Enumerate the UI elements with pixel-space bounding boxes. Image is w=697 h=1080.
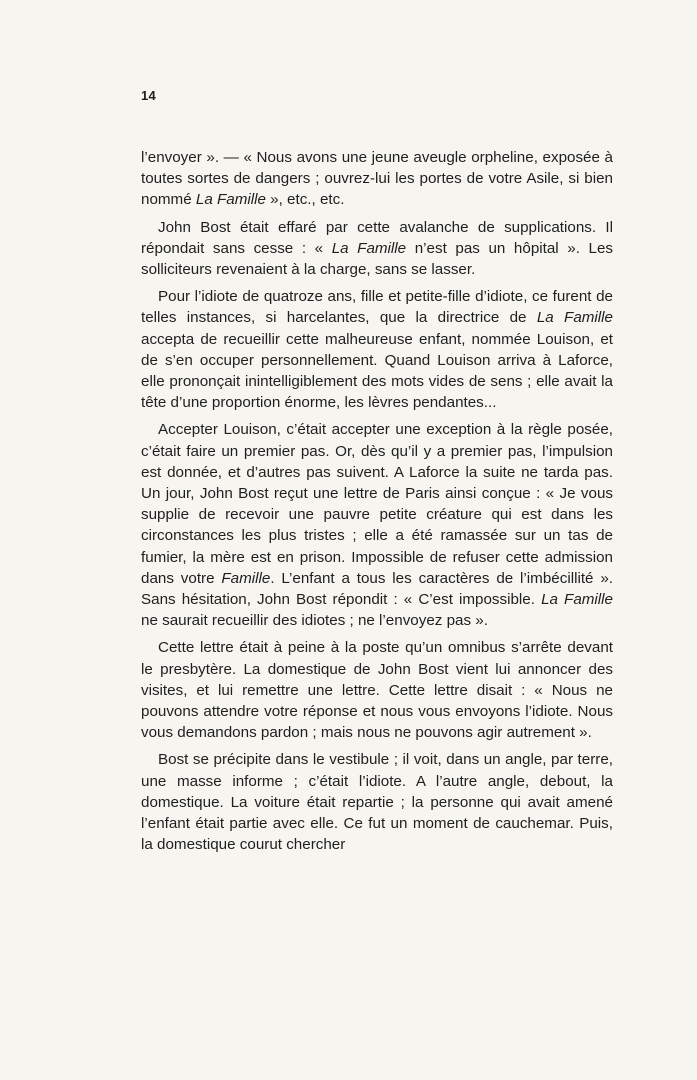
italic-text: La Famille: [331, 239, 407, 257]
text-segment: ne saurait recueillir des idiotes ; ne l’envoyez pas ».: [141, 612, 488, 630]
italic-text: La Famille: [536, 309, 613, 327]
italic-text: La Famille: [541, 591, 613, 609]
text-segment: John Bost était effaré par cette avalanche de supplications. Il répondait sans cesse : «: [141, 218, 613, 257]
paragraph: [141, 147, 613, 211]
text-segment: n’est pas un hôpital ». Les solliciteurs revenaient à la charge, sans se lasser.: [141, 239, 614, 279]
body-text: [141, 147, 613, 856]
text-segment: Cette lettre était à peine à la poste qu’un omnibus s’arrête devant le presbytère. La domestique de John Bost vient lui annoncer des visites, et lui remettre une lettre. Cette lettre disait : « Nous ne pouvons attendre votre réponse et nous vous envoyons l’idiote. Nous vous demandons pardon ; mais nous ne pouvons agir autrement ».: [141, 639, 613, 742]
text-segment: Pour l’idiote de quatroze ans, fille et petite-fille d’idiote, ce furent de telles instances, si harcelantes, que la directrice de: [141, 288, 613, 327]
text-segment: Accepter Louison, c’était accepter une exception à la règle posée, c’était faire un premier pas. Or, dès qu’il y a premier pas, l’impulsion est donnée, et d’autres pas suivent. A Laforce la suite ne tarda pas. Un jour, John Bost reçut une lettre de Paris ainsi conçue : « Je vous supplie de recevoir une pauvre petite créature qui est dans les circonstances les plus tristes ; elle a été ramassée sur un tas de fumier, la mère est en prison. Impossible de refuser cette admission dans votre: [141, 421, 613, 587]
text-segment: Bost se précipite dans le vestibule ; il voit, dans un angle, par terre, une masse informe ; c’était l’idiote. A l’autre angle, debout, la domestique. La voiture était repartie ; la personne qui avait amené l’enfant était partie avec elle. Ce fut un moment de cauchemar. Puis, la domestique courut chercher: [141, 751, 613, 854]
paragraph: [141, 419, 613, 631]
text-segment: accepta de recueillir cette malheureuse enfant, nommée Louison, et de s’en occuper personnellement. Quand Louison arriva à Laforce, elle prononçait inintelligiblement des mots vides de sens ; elle avait la tête d’une proportion énorme, les lèvres pendantes...: [141, 330, 613, 412]
paragraph: [141, 637, 613, 743]
text-segment: . L’enfant a tous les caractères de l’imbécillité ». Sans hésitation, John Bost répondit : « C’est impossible.: [141, 569, 613, 609]
text-segment: l’envoyer ». — « Nous avons une jeune aveugle orpheline, exposée à toutes sortes de dangers ; ouvrez-lui les portes de votre Asile, si bien nommé: [141, 149, 613, 209]
italic-text: Famille: [221, 569, 271, 587]
text-segment: », etc., etc.: [265, 191, 345, 209]
paragraph: [141, 286, 613, 413]
italic-text: La Famille: [195, 191, 266, 209]
page-number: 14: [141, 88, 157, 103]
paragraph: [141, 217, 613, 281]
paragraph: [141, 749, 613, 855]
